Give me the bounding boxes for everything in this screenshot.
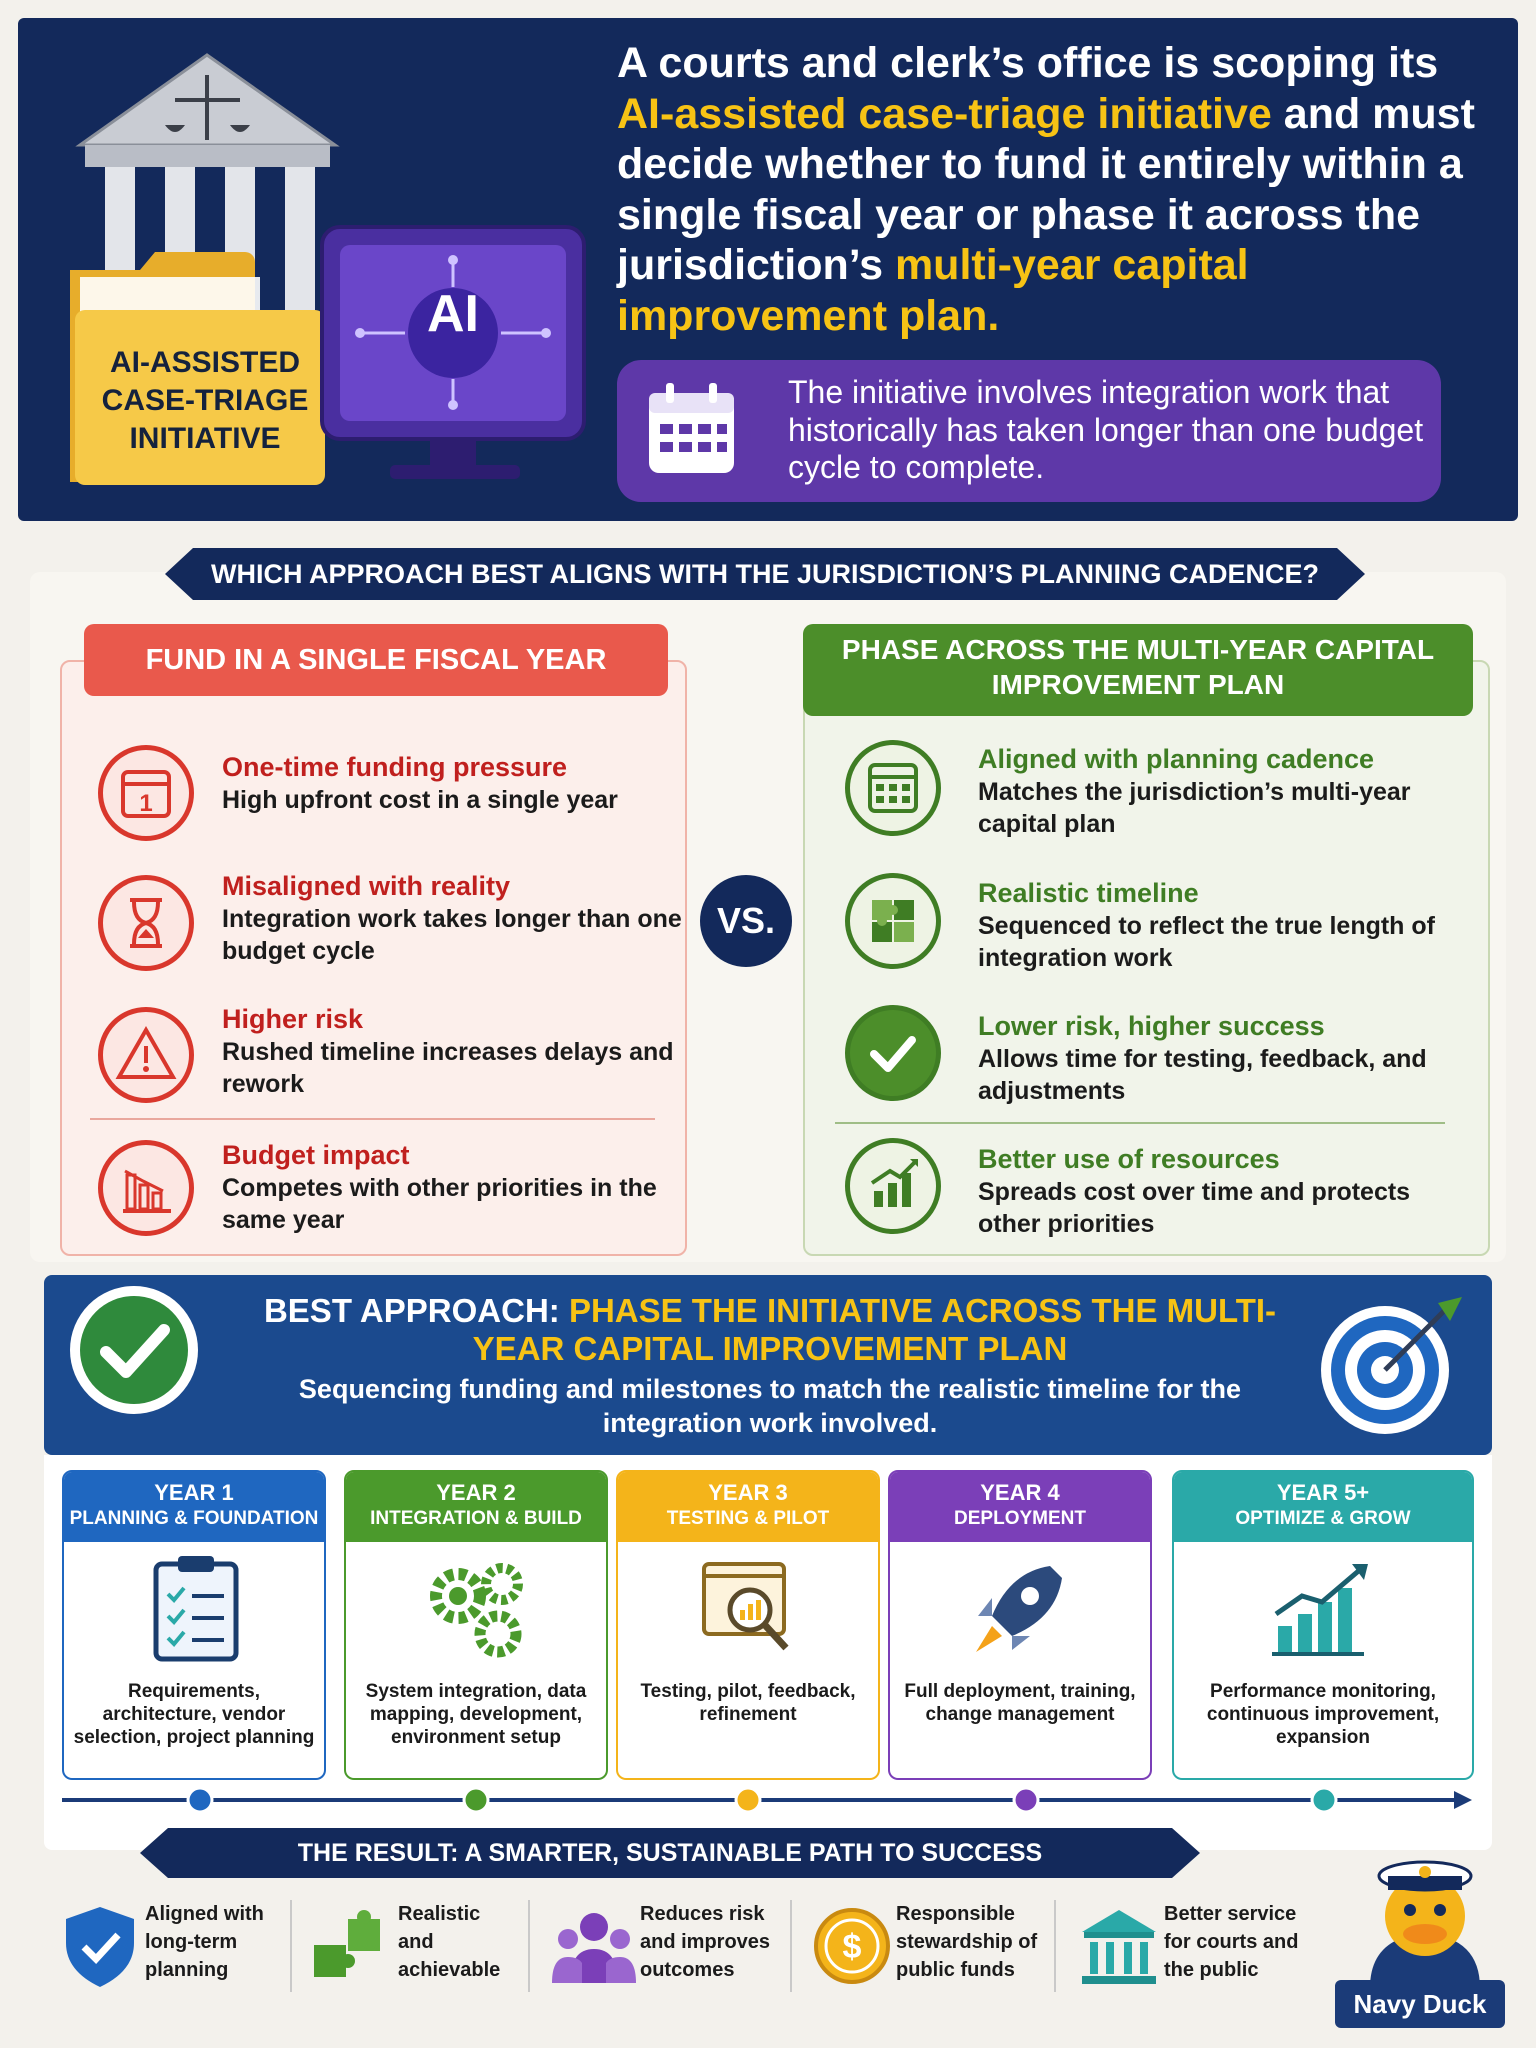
year-header xyxy=(618,1472,878,1542)
left-point-1 xyxy=(222,750,722,816)
divider xyxy=(290,1900,292,1992)
right-point-2 xyxy=(978,876,1478,974)
point-desc: Spreads cost over time and protects other priorities xyxy=(978,1178,1411,1238)
year-header xyxy=(890,1472,1150,1542)
year-label: YEAR 2 xyxy=(436,1480,516,1505)
mascot-badge: Navy Duck xyxy=(1335,1980,1505,2028)
year-card-2 xyxy=(344,1470,608,1780)
divider xyxy=(90,1118,655,1120)
year-desc: System integration, data mapping, development, environment setup xyxy=(365,1681,587,1748)
point-title: Aligned with planning cadence xyxy=(978,744,1375,774)
point-title: Budget impact xyxy=(222,1140,410,1170)
rocket-icon xyxy=(962,1554,1082,1664)
target-icon xyxy=(1310,1285,1470,1445)
year-card-1 xyxy=(62,1470,326,1780)
timeline-dot xyxy=(464,1788,488,1812)
right-point-1 xyxy=(978,742,1478,840)
point-title: One-time funding pressure xyxy=(222,752,568,782)
clipboard-icon xyxy=(136,1554,256,1664)
year-label: YEAR 5+ xyxy=(1276,1480,1370,1505)
timeline-dot xyxy=(1312,1788,1336,1812)
question-banner-text: WHICH APPROACH BEST ALIGNS WITH THE JURISDICTION’S PLANNING CADENCE? xyxy=(210,559,1319,589)
year-stage: INTEGRATION & BUILD xyxy=(370,1508,582,1529)
best-approach-title xyxy=(240,1292,1300,1368)
best-approach-highlight: PHASE THE INITIATIVE ACROSS THE MULTI-YEAR CAPITAL IMPROVEMENT PLAN xyxy=(472,1292,1277,1367)
year-header xyxy=(64,1472,324,1542)
folder-label: AI-ASSISTED CASE-TRIAGE INITIATIVE xyxy=(101,346,309,455)
point-title: Misaligned with reality xyxy=(222,871,511,901)
point-desc: Competes with other priorities in the same year xyxy=(222,1174,657,1234)
single-year-title: FUND IN A SINGLE FISCAL YEAR xyxy=(145,644,607,676)
benefit-text: Realistic and achievable xyxy=(398,1903,501,1981)
divider xyxy=(1054,1900,1056,1992)
calendar-one-icon xyxy=(98,745,194,841)
people-icon xyxy=(552,1905,636,1989)
year-header xyxy=(346,1472,606,1542)
year-card-5 xyxy=(1172,1470,1474,1780)
point-desc: Sequenced to reflect the true length of integration work xyxy=(978,912,1435,972)
courthouse-icon xyxy=(1078,1906,1160,1988)
growth-chart-icon xyxy=(845,1138,941,1234)
divider xyxy=(790,1900,792,1992)
multi-year-title: PHASE ACROSS THE MULTI-YEAR CAPITAL IMPROVEMENT PLAN xyxy=(841,634,1435,700)
benefit-text: Responsible stewardship of public funds xyxy=(896,1903,1038,1981)
year-stage: PLANNING & FOUNDATION xyxy=(69,1508,319,1529)
benefit-text: Better service for courts and the public xyxy=(1164,1903,1299,1981)
timeline-dot xyxy=(1014,1788,1038,1812)
shield-check-icon xyxy=(62,1905,138,1989)
navy-duck-mascot-icon xyxy=(1350,1838,1500,1988)
right-point-4 xyxy=(978,1142,1478,1240)
check-icon xyxy=(845,1005,941,1101)
growth-bars-icon xyxy=(1264,1554,1384,1664)
dollar-coin-icon xyxy=(812,1906,892,1986)
magnifier-chart-icon xyxy=(690,1554,810,1664)
svg-text:$: $ xyxy=(842,1928,862,1966)
puzzle-pieces-icon xyxy=(310,1905,390,1989)
computer-monitor-icon xyxy=(322,227,584,479)
left-point-3 xyxy=(222,1002,722,1100)
point-title: Lower risk, higher success xyxy=(978,1011,1325,1041)
point-title: Higher risk xyxy=(222,1004,364,1034)
svg-text:1: 1 xyxy=(139,790,153,817)
approved-check-icon xyxy=(64,1280,204,1420)
calendar-grid-icon xyxy=(845,740,941,836)
budget-chart-icon xyxy=(98,1140,194,1236)
point-desc: High upfront cost in a single year xyxy=(222,786,618,814)
gears-icon xyxy=(418,1554,538,1664)
left-point-4 xyxy=(222,1138,722,1236)
year-stage: DEPLOYMENT xyxy=(954,1508,1086,1529)
timeline-dot xyxy=(736,1788,760,1812)
puzzle-icon xyxy=(845,873,941,969)
vs-badge: VS. xyxy=(700,875,792,967)
year-card-4 xyxy=(888,1470,1152,1780)
scenario-question: A courts and clerk’s office is scoping its AI-assisted case-triage initiative and must decide whether to fund it entirely within a single fiscal year or phase it across the jurisdiction’s multi-year capital improvement plan. xyxy=(617,39,1475,340)
point-desc: Integration work takes longer than one budget cycle xyxy=(222,905,682,965)
timeline-dot xyxy=(188,1788,212,1812)
best-approach-subtitle: Sequencing funding and milestones to match the realistic timeline for the integration work involved. xyxy=(298,1374,1242,1438)
year-stage: TESTING & PILOT xyxy=(666,1508,830,1529)
year-label: YEAR 3 xyxy=(708,1480,788,1505)
point-title: Better use of resources xyxy=(978,1144,1280,1174)
benefit-text: Reduces risk and improves outcomes xyxy=(640,1903,771,1981)
benefit-text: Aligned with long-term planning xyxy=(145,1903,264,1981)
best-approach-label: BEST APPROACH: xyxy=(263,1292,560,1329)
ai-label: AI xyxy=(427,285,479,343)
year-desc: Testing, pilot, feedback, refinement xyxy=(640,1681,856,1725)
point-title: Realistic timeline xyxy=(978,878,1199,908)
point-desc: Matches the jurisdiction’s multi-year capital plan xyxy=(978,778,1411,838)
year-card-3 xyxy=(616,1470,880,1780)
year-stage: OPTIMIZE & GROW xyxy=(1235,1508,1411,1529)
result-banner-text: THE RESULT: A SMARTER, SUSTAINABLE PATH TO SUCCESS xyxy=(297,1839,1043,1867)
note-text: The initiative involves integration work that historically has taken longer than one budget cycle to complete. xyxy=(788,374,1424,485)
year-label: YEAR 4 xyxy=(980,1480,1060,1505)
right-point-3 xyxy=(978,1009,1478,1107)
timeline xyxy=(62,1785,1472,1815)
year-header xyxy=(1174,1472,1472,1542)
divider xyxy=(528,1900,530,1992)
year-desc: Full deployment, training, change management xyxy=(904,1681,1136,1725)
point-desc: Allows time for testing, feedback, and adjustments xyxy=(978,1045,1427,1105)
calendar-icon xyxy=(644,378,744,478)
year-desc: Performance monitoring, continuous improvement, expansion xyxy=(1206,1681,1440,1748)
left-point-2 xyxy=(222,869,722,967)
point-desc: Rushed timeline increases delays and rework xyxy=(222,1038,674,1098)
year-label: YEAR 1 xyxy=(154,1480,234,1505)
hourglass-icon xyxy=(98,875,194,971)
warning-icon xyxy=(98,1007,194,1103)
year-desc: Requirements, architecture, vendor selection, project planning xyxy=(73,1681,315,1748)
divider xyxy=(835,1122,1445,1124)
